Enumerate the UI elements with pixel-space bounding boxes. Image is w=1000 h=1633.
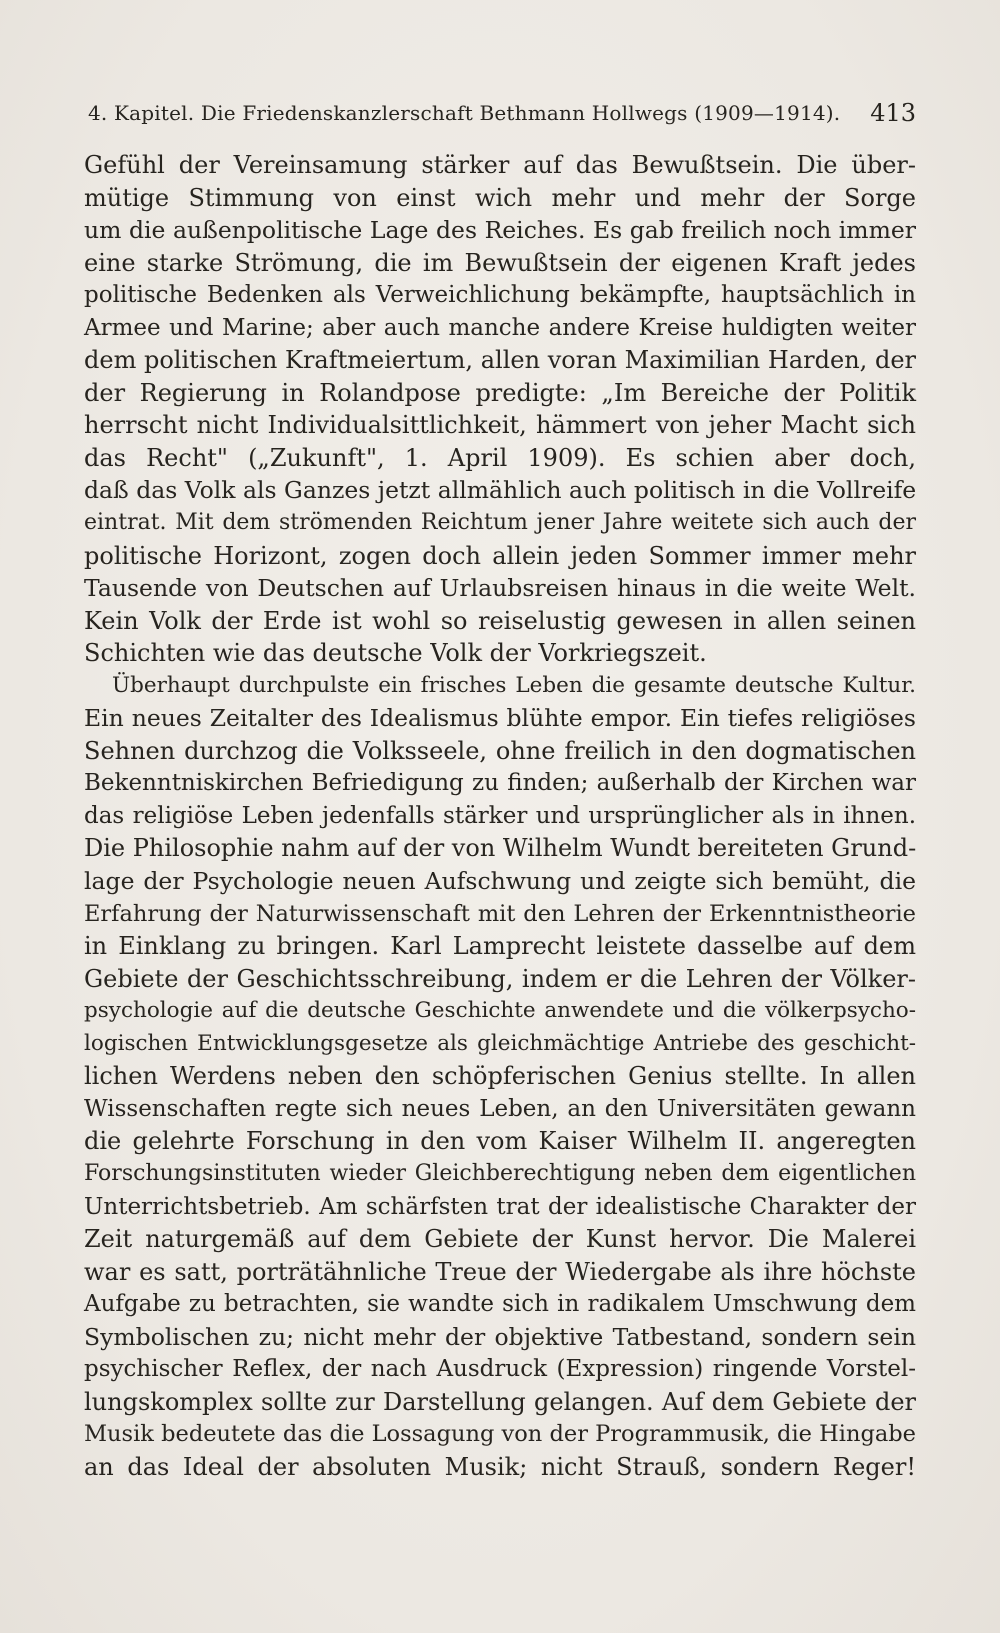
text-line: Tausende von Deutschen auf Urlaubsreisen hinaus in die weite Welt. — [84, 574, 916, 603]
text-line: der Regierung in Rolandpose predigte: „Im Bereiche der Politik — [84, 378, 916, 407]
text-line: daß das Volk als Ganzes jetzt allmählich auch politisch in die Vollreife — [84, 476, 917, 505]
text-line: dem politischen Kraftmeiertum, allen voran Maximilian Harden, der — [84, 346, 916, 375]
text-line: das religiöse Leben jedenfalls stärker und ursprünglicher als in ihnen. — [84, 802, 916, 829]
text-line: lichen Werdens neben den schöpferischen Genius stellte. In allen — [84, 1062, 916, 1091]
text-line: Unterrichtsbetrieb. Am schärfsten trat der idealistische Charakter der — [84, 1193, 916, 1220]
text-line: lage der Psychologie neuen Aufschwung und zeigte sich bemüht, die — [84, 867, 916, 896]
text-line: psychologie auf die deutsche Geschichte anwendete und die völkerpsycho- — [84, 998, 916, 1024]
text-line: Forschungsinstituten wieder Gleichberechtigung neben dem eigentlichen — [84, 1160, 916, 1186]
text-line: Aufgabe zu betrachten, sie wandte sich in radikalem Umschwung dem — [84, 1291, 916, 1318]
text-line: Gefühl der Vereinsamung stärker auf das Bewußtsein. Die über- — [84, 151, 916, 179]
text-line: Bekenntniskirchen Befriedigung zu finden; außerhalb der Kirchen war — [84, 770, 916, 797]
text-line: das Recht" („Zukunft", 1. April 1909). Es schien aber doch, — [84, 443, 916, 472]
text-line: die gelehrte Forschung in den vom Kaiser Wilhelm II. angeregten — [84, 1127, 916, 1156]
text-line: psychischer Reflex, der nach Ausdruck (Expression) ringende Vorstel- — [84, 1356, 916, 1383]
text-line: Erfahrung der Naturwissenschaft mit den Lehren der Erkenntnistheorie — [84, 900, 916, 927]
text-line: Gebiete der Geschichtsschreibung, indem er die Lehren der Völker- — [84, 964, 916, 993]
text-line: Musik bedeutete das die Lossagung von der Programmusik, die Hingabe — [84, 1421, 916, 1448]
text-line: Sehnen durchzog die Volksseele, ohne freilich in den dogmatischen — [84, 736, 916, 765]
text-line: Wissenschaften regte sich neues Leben, an den Universitäten gewann — [84, 1095, 916, 1122]
text-line: mütige Stimmung von einst wich mehr und mehr der Sorge — [84, 183, 916, 212]
text-line: Zeit naturgemäß auf dem Gebiete der Kunst hervor. Die Malerei — [84, 1225, 916, 1254]
body-text — [84, 149, 916, 1483]
text-line: Armee und Marine; aber auch manche andere Kreise huldigten weiter — [84, 314, 916, 341]
text-line: Schichten wie das deutsche Volk der Vorkriegszeit. — [84, 639, 707, 668]
text-line: um die außenpolitische Lage des Reiches. Es gab freilich noch immer — [84, 216, 916, 245]
text-line: herrscht nicht Individualsittlichkeit, hämmert von jeher Macht sich — [84, 411, 916, 440]
text-line: eintrat. Mit dem strömenden Reichtum jener Jahre weitete sich auch der — [84, 510, 916, 536]
text-line: Kein Volk der Erde ist wohl so reiselustig gewesen in allen seinen — [84, 606, 916, 635]
text-line: politische Bedenken als Verweichlichung bekämpfte, hauptsächlich in — [84, 282, 916, 309]
text-line: Ein neues Zeitalter des Idealismus blühte empor. Ein tiefes religiöses — [84, 704, 916, 733]
text-line: eine starke Strömung, die im Bewußtsein der eigenen Kraft jedes — [84, 248, 916, 277]
page-number: 413 — [870, 99, 916, 127]
running-title: 4. Kapitel. Die Friedenskanzlerschaft Bethmann Hollwegs (1909—1914). — [88, 101, 841, 125]
text-line: logischen Entwicklungsgesetze als gleichmächtige Antriebe des geschicht- — [84, 1030, 916, 1056]
text-line: an das Ideal der absoluten Musik; nicht Strauß, sondern Reger! — [84, 1452, 916, 1481]
text-line: in Einklang zu bringen. Karl Lamprecht leistete dasselbe auf dem — [84, 932, 916, 961]
page-header — [88, 95, 916, 131]
text-line: Überhaupt durchpulste ein frisches Leben die gesamte deutsche Kultur. — [112, 672, 916, 698]
text-line: Symbolischen zu; nicht mehr der objektive Tatbestand, sondern sein — [84, 1322, 916, 1351]
text-line: politische Horizont, zogen doch allein jeden Sommer immer mehr — [84, 541, 916, 570]
text-line: Die Philosophie nahm auf der von Wilhelm Wundt bereiteten Grund- — [84, 834, 917, 863]
text-line: war es satt, porträtähnliche Treue der Wiedergabe als ihre höchste — [84, 1257, 916, 1286]
text-line: lungskomplex sollte zur Darstellung gelangen. Auf dem Gebiete der — [84, 1387, 916, 1416]
